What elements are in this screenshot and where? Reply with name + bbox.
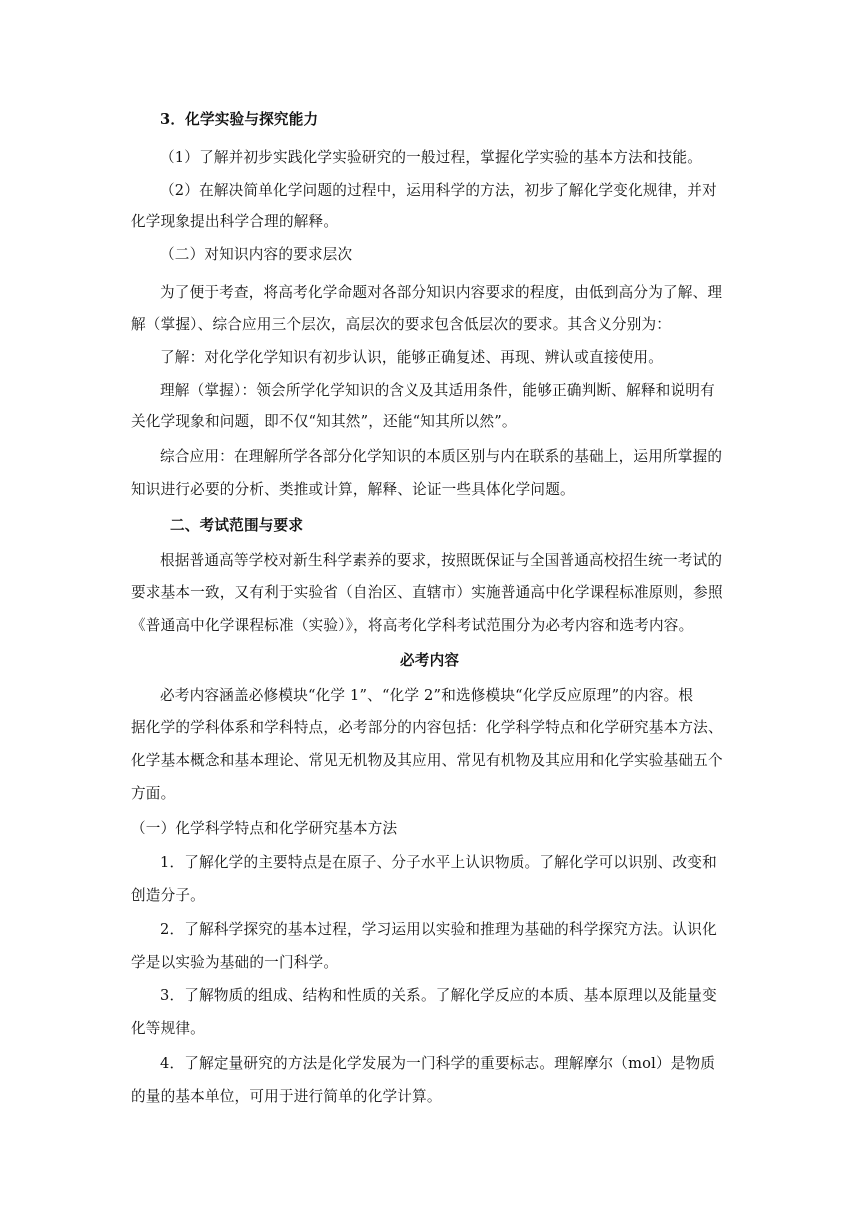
s3-item-2-line-1: （2）在解决简单化学问题的过程中，运用科学的方法，初步了解化学变化规律，并对 [160,182,717,199]
section-3-heading: 3．化学实验与探究能力 [160,111,319,128]
required-line-3: 化学基本概念和基本理论、常见无机物及其应用、常见有机物及其应用和化学实验基础五个 [131,752,723,769]
scope-line-3: 《普通高中化学课程标准（实验）》，将高考化学科考试范围分为必考内容和选考内容。 [131,617,694,634]
methods-item-4-line-1: 4．了解定量研究的方法是化学发展为一门科学的重要标志。理解摩尔（mol）是物质 [160,1055,716,1072]
scope-line-2: 要求基本一致，又有利于实验省（自治区、直辖市）实施普通高中化学课程标准原则，参照 [131,584,723,601]
required-line-1: 必考内容涵盖必修模块“化学 1”、“化学 2”和选修模块“化学反应原理”的内容。根 [160,687,694,704]
methods-item-3-line-1: 3．了解物质的组成、结构和性质的关系。了解化学反应的本质、基本原理以及能量变 [160,987,717,1004]
scope-line-1: 根据普通高等学校对新生科学素养的要求，按照既保证与全国普通高校招生统一考试的 [160,552,723,569]
understand-definition: 了解：对化学化学知识有初步认识，能够正确复述、再现、辨认或直接使用。 [160,349,663,366]
apply-definition-line-1: 综合应用：在理解所学各部分化学知识的本质区别与内在联系的基础上，运用所掌握的 [160,448,723,465]
methods-item-2-line-2: 学是以实验为基础的一门科学。 [131,954,339,971]
master-definition-line-2: 关化学现象和问题，即不仅“知其然”，还能“知其所以然”。 [131,413,517,430]
required-line-2: 据化学的学科体系和学科特点，必考部分的内容包括：化学科学特点和化学研究基本方法、 [131,719,723,736]
methods-item-4-line-2: 的量的基本单位，可用于进行简单的化学计算。 [131,1088,442,1105]
methods-heading: （一）化学科学特点和化学研究基本方法 [131,820,398,837]
methods-item-1-line-2: 创造分子。 [131,887,205,904]
levels-intro-line-2: 解（掌握）、综合应用三个层次，高层次的要求包含低层次的要求。其含义分别为： [131,316,672,333]
required-line-4: 方面。 [131,785,176,802]
master-definition-line-1: 理解（掌握）：领会所学化学知识的含义及其适用条件，能够正确判断、解释和说明有 [160,382,715,399]
levels-intro-line-1: 为了便于考查，将高考化学命题对各部分知识内容要求的程度，由低到高分为了解、理 [160,284,723,301]
required-heading: 必考内容 [400,652,460,669]
methods-item-3-line-2: 化等规律。 [131,1020,205,1037]
scope-heading: 二、考试范围与要求 [170,517,304,534]
apply-definition-line-2: 知识进行必要的分析、类推或计算，解释、论证一些具体化学问题。 [131,481,575,498]
s3-item-1: （1）了解并初步实践化学实验研究的一般过程，掌握化学实验的基本方法和技能。 [160,149,703,166]
levels-heading: （二）对知识内容的要求层次 [160,246,353,263]
methods-item-1-line-1: 1．了解化学的主要特点是在原子、分子水平上认识物质。了解化学可以识别、改变和 [160,854,717,871]
s3-item-2-line-2: 化学现象提出科学合理的解释。 [131,213,339,230]
methods-item-2-line-1: 2．了解科学探究的基本过程，学习运用以实验和推理为基础的科学探究方法。认识化 [160,921,717,938]
